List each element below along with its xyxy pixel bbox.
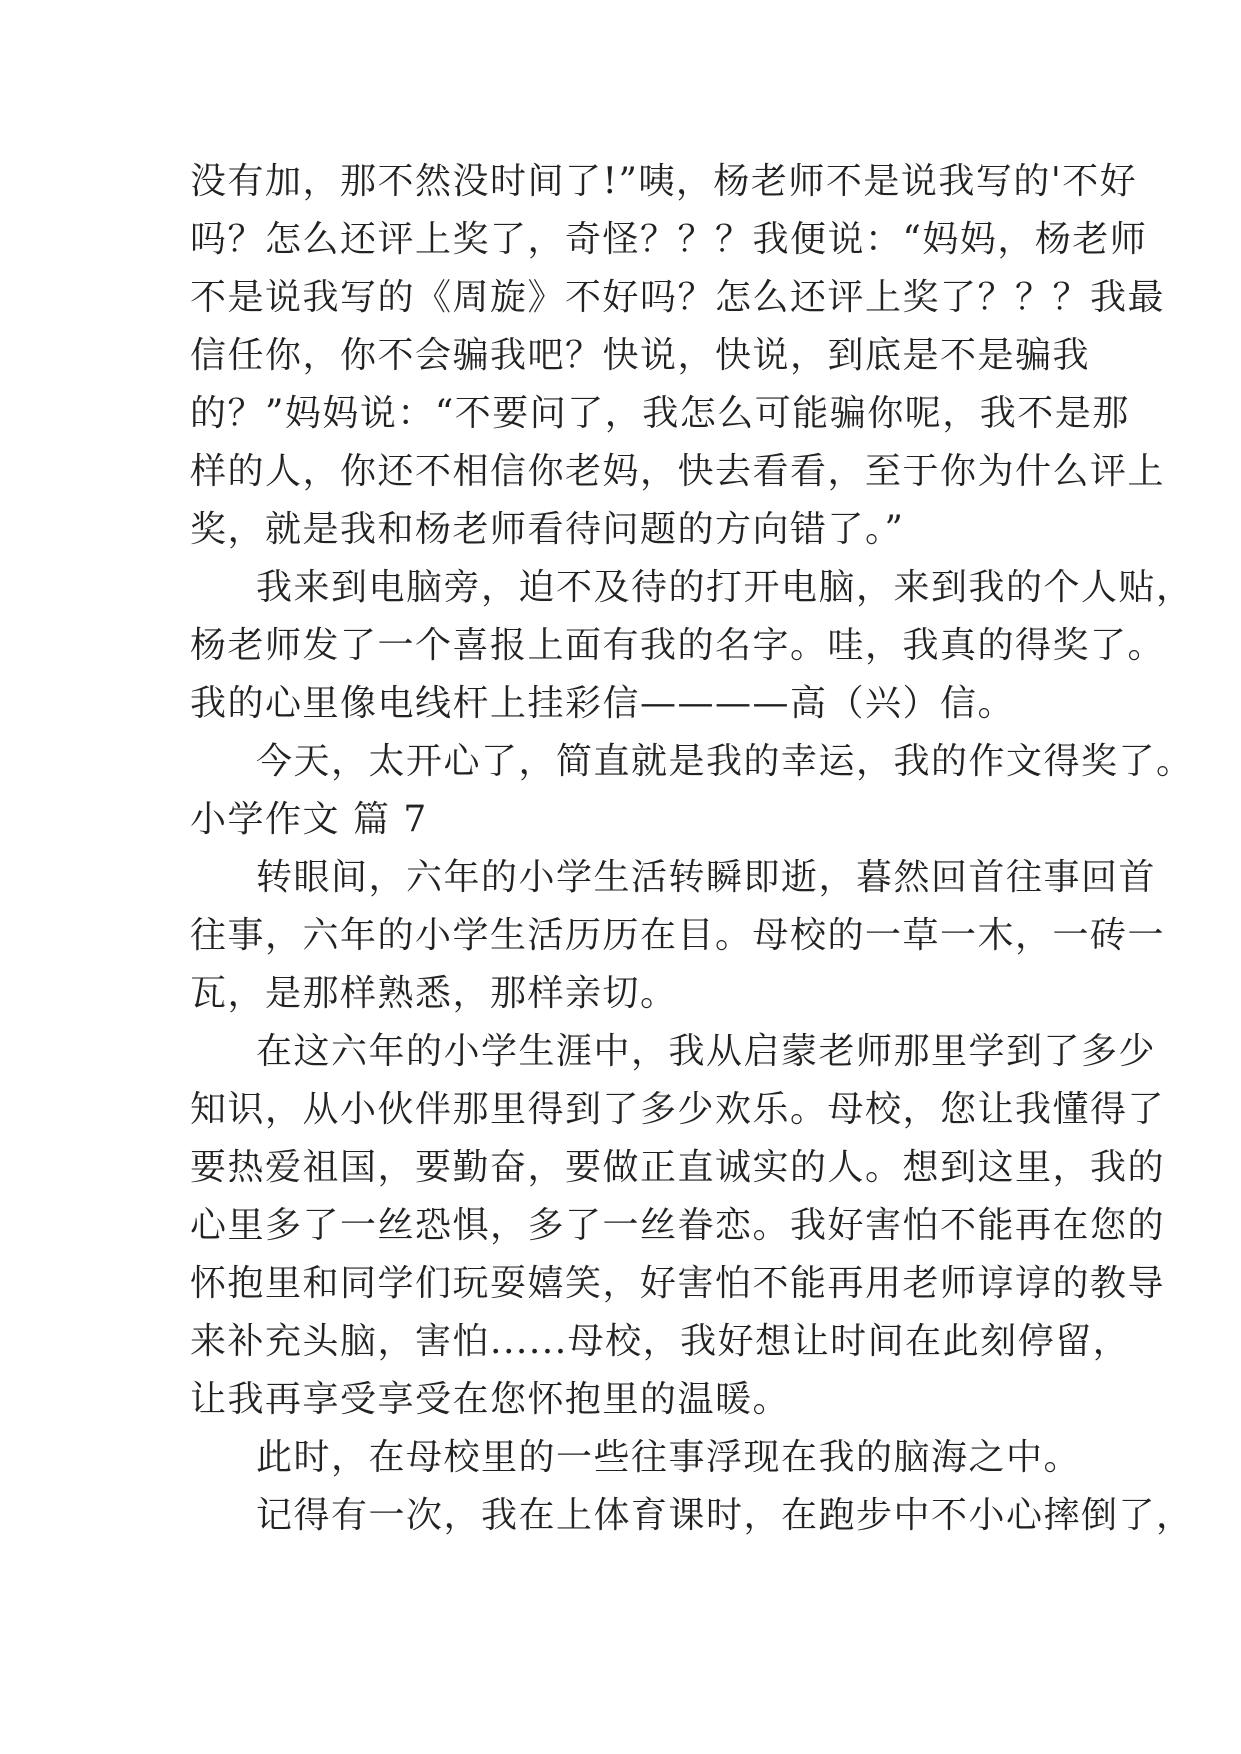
text-line: 的？”妈妈说：“不要问了，我怎么可能骗你呢，我不是那 (190, 393, 1130, 434)
text-line: 不是说我写的《周旋》不好吗？怎么还评上奖了？？？我最 (190, 277, 1166, 318)
text-line: 记得有一次，我在上体育课时，在跑步中不小心摔倒了， (256, 1495, 1194, 1536)
text-line: 怀抱里和同学们玩耍嬉笑，好害怕不能再用老师谆谆的教导 (190, 1263, 1166, 1304)
text-line: 知识，从小伙伴那里得到了多少欢乐。母校，您让我懂得了 (190, 1089, 1166, 1130)
text-line: 奖，就是我和杨老师看待问题的方向错了。” (190, 509, 905, 550)
text-line: 杨老师发了一个喜报上面有我的名字。哇，我真的得奖了。 (190, 625, 1166, 666)
text-line: 我的心里像电线杆上挂彩信————高（兴）信。 (190, 683, 1016, 724)
text-line: 往事，六年的小学生活历历在目。母校的一草一木，一砖一 (190, 915, 1166, 956)
text-line: 样的人，你还不相信你老妈，快去看看，至于你为什么评上 (190, 451, 1166, 492)
text-line: 让我再享受享受在您怀抱里的温暖。 (190, 1379, 791, 1420)
text-line: 没有加，那不然没时间了!”咦，杨老师不是说我写的'不好 (190, 161, 1138, 202)
text-line: 此时，在母校里的一些往事浮现在我的脑海之中。 (256, 1437, 1082, 1478)
section-heading: 小学作文 篇 7 (190, 799, 428, 840)
text-line: 转眼间，六年的小学生活转瞬即逝，暮然回首往事回首 (256, 857, 1157, 898)
text-line: 吗？怎么还评上奖了，奇怪？？？我便说：“妈妈，杨老师 (190, 219, 1148, 260)
text-line: 要热爱祖国，要勤奋，要做正直诚实的人。想到这里，我的 (190, 1147, 1166, 1188)
text-line: 今天，太开心了，简直就是我的幸运，我的作文得奖了。 (256, 741, 1194, 782)
text-line: 瓦，是那样熟悉，那样亲切。 (190, 973, 678, 1014)
text-line: 来补充头脑，害怕......母校，我好想让时间在此刻停留， (190, 1321, 1131, 1362)
text-line: 信任你，你不会骗我吧？快说，快说，到底是不是骗我 (190, 335, 1091, 376)
text-line: 在这六年的小学生涯中，我从启蒙老师那里学到了多少 (256, 1031, 1157, 1072)
text-line: 心里多了一丝恐惧，多了一丝眷恋。我好害怕不能再在您的 (190, 1205, 1166, 1246)
text-line: 我来到电脑旁，迫不及待的打开电脑，来到我的个人贴， (256, 567, 1194, 608)
